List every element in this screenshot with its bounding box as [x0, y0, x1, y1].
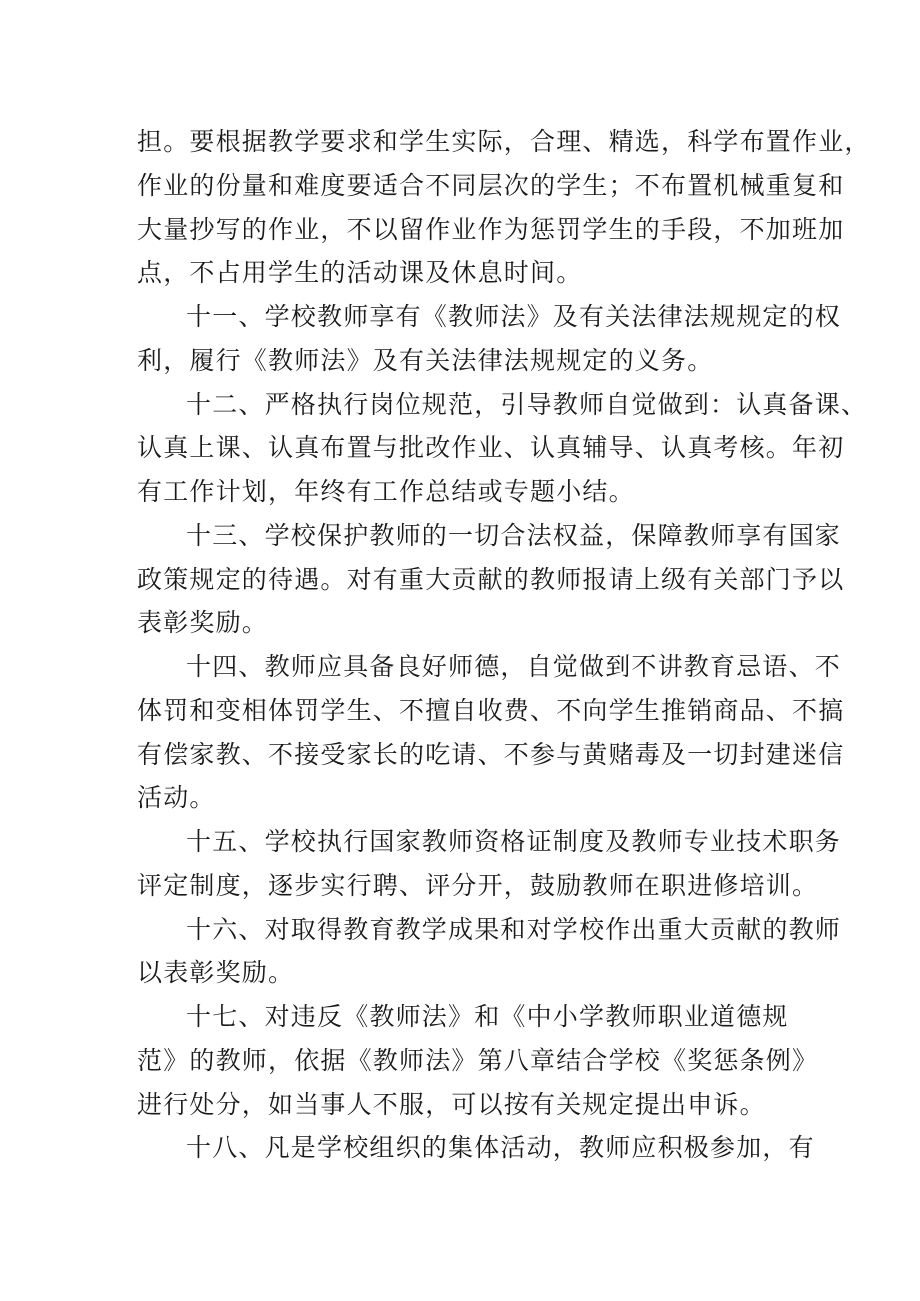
text-line: 有偿家教、不接受家长的吃请、不参与黄赌毒及一切封建迷信: [137, 740, 845, 769]
text-line: 十二、严格执行岗位规范，引导教师自觉做到：认真备课、: [186, 390, 868, 419]
text-line: 十四、教师应具备良好师德，自觉做到不讲教育忌语、不: [186, 652, 842, 681]
text-line: 表彰奖励。: [137, 608, 269, 637]
text-line: 政策规定的待遇。对有重大贡献的教师报请上级有关部门予以: [137, 565, 845, 594]
text-line: 体罚和变相体罚学生、不擅自收费、不向学生推销商品、不搞: [137, 696, 845, 725]
text-line: 范》的教师，依据《教师法》第八章结合学校《奖惩条例》: [137, 1046, 819, 1075]
text-line: 有工作计划，年终有工作总结或专题小结。: [137, 477, 635, 506]
text-line: 以表彰奖励。: [137, 958, 295, 987]
text-line: 十六、对取得教育教学成果和对学校作出重大贡献的教师: [186, 915, 842, 944]
text-line: 十八、凡是学校组织的集体活动，教师应积极参加，有: [186, 1133, 815, 1162]
text-line: 大量抄写的作业，不以留作业作为惩罚学生的手段，不加班加: [137, 215, 845, 244]
text-line: 十五、学校执行国家教师资格证制度及教师专业技术职务: [186, 827, 842, 856]
text-line: 认真上课、认真布置与批改作业、认真辅导、认真考核。年初: [137, 433, 845, 462]
text-line: 作业的份量和难度要适合不同层次的学生；不布置机械重复和: [137, 171, 845, 200]
text-line: 点，不占用学生的活动课及休息时间。: [137, 258, 583, 287]
text-line: 担。要根据教学要求和学生实际，合理、精选，科学布置作业，: [137, 127, 871, 156]
text-line: 十三、学校保护教师的一切合法权益，保障教师享有国家: [186, 521, 842, 550]
text-line: 十七、对违反《教师法》和《中小学教师职业道德规: [186, 1002, 789, 1031]
text-line: 活动。: [137, 783, 216, 812]
text-line: 评定制度，逐步实行聘、评分开，鼓励教师在职进修培训。: [137, 871, 819, 900]
text-line: 利，履行《教师法》及有关法律法规规定的义务。: [137, 346, 714, 375]
text-line: 十一、学校教师享有《教师法》及有关法律法规规定的权: [186, 302, 842, 331]
text-line: 进行处分，如当事人不服，可以按有关规定提出申诉。: [137, 1090, 766, 1119]
